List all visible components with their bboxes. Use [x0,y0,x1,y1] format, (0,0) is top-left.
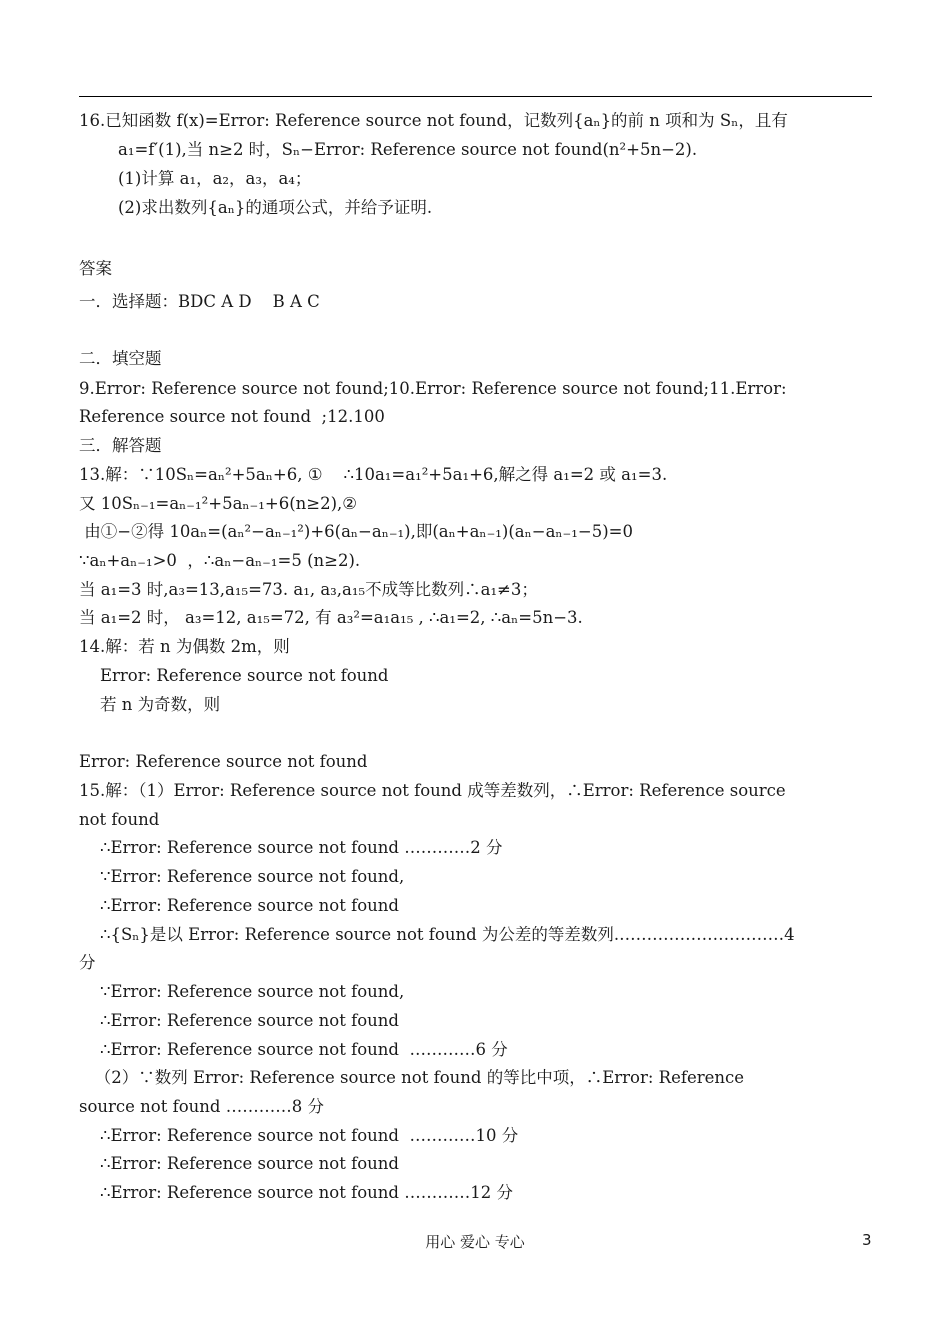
s15-line: ∴Error: Reference source not found [79,1154,399,1173]
s13-line: 13.解：∵10Sₙ=aₙ²+5aₙ+6, ① ∴10a₁=a₁²+5a₁+6,解之得 a₁=2 或 a₁=3. [79,465,668,484]
solve-section-title: 三．解答题 [79,436,162,455]
fill-line-2: Reference source not found ;12.100 [79,407,385,426]
s15-line: not found [79,810,160,829]
s14-line: Error: Reference source not found [79,752,368,771]
q16-line-2: a₁=f′(1),当 n≥2 时，Sₙ−Error: Reference source not found(n²+5n−2). [118,140,698,159]
s15-line: ∴Error: Reference source not found …………10 分 [79,1126,519,1145]
s15-line: 分 [79,953,96,972]
s14-line: Error: Reference source not found [79,666,389,685]
fill-line-1: 9.Error: Reference source not found;10.Error: Reference source not found;11.Error: [79,379,787,398]
s15-line: ∴{Sₙ}是以 Error: Reference source not found 为公差的等差数列.…………………………4 [79,925,795,944]
s15-line: ∴Error: Reference source not found …………6 分 [79,1040,508,1059]
q16-line-3: (1)计算 a₁，a₂，a₃，a₄； [118,169,312,188]
s15-line: 15.解：（1）Error: Reference source not found 成等差数列，∴Error: Reference source [79,781,786,800]
s15-line: ∴Error: Reference source not found [79,896,399,915]
s15-line: ∴Error: Reference source not found …………2 分 [79,838,503,857]
s15-line: ∵Error: Reference source not found, [79,867,405,886]
fill-section-title: 二．填空题 [79,349,162,368]
s13-line: 当 a₁=3 时,a₃=13,a₁₅=73. a₁, a₃,a₁₅不成等比数列∴a₁≠3； [79,580,538,599]
q16-line-1: 16.已知函数 f(x)=Error: Reference source not found，记数列{aₙ}的前 n 项和为 Sₙ，且有 [79,111,788,130]
q16-line-4: (2)求出数列{aₙ}的通项公式，并给予证明. [118,198,433,217]
s15-line: ∴Error: Reference source not found [79,1011,399,1030]
s13-line: ∵aₙ+aₙ₋₁>0 ，∴aₙ−aₙ₋₁=5 (n≥2). [79,551,361,570]
s13-line: 当 a₁=2 时， a₃=12, a₁₅=72, 有 a₃²=a₁a₁₅ , ∴a₁=2, ∴aₙ=5n−3. [79,608,583,627]
s15-line: source not found …………8 分 [79,1097,324,1116]
s13-line: 由①−②得 10aₙ=(aₙ²−aₙ₋₁²)+6(aₙ−aₙ₋₁),即(aₙ+aₙ₋₁)(aₙ−aₙ₋₁−5)=0 [79,522,633,541]
header-rule [79,96,872,97]
s14-line: 14.解：若 n 为偶数 2m，则 [79,637,290,656]
s15-line: ∴Error: Reference source not found …………12 分 [79,1183,513,1202]
s15-line: （2）∵数列 Error: Reference source not found 的等比中项，∴Error: Reference [79,1068,745,1087]
answers-title: 答案 [79,259,112,278]
s13-line: 又 10Sₙ₋₁=aₙ₋₁²+5aₙ₋₁+6(n≥2),② [79,494,358,513]
s15-line: ∵Error: Reference source not found, [79,982,405,1001]
s14-line: 若 n 为奇数，则 [79,695,221,714]
page-footer: 用心 爱心 专心 [425,1233,525,1251]
choice-answers: 一．选择题：BDC A D B A C [79,292,320,311]
page-number: 3 [862,1231,872,1249]
